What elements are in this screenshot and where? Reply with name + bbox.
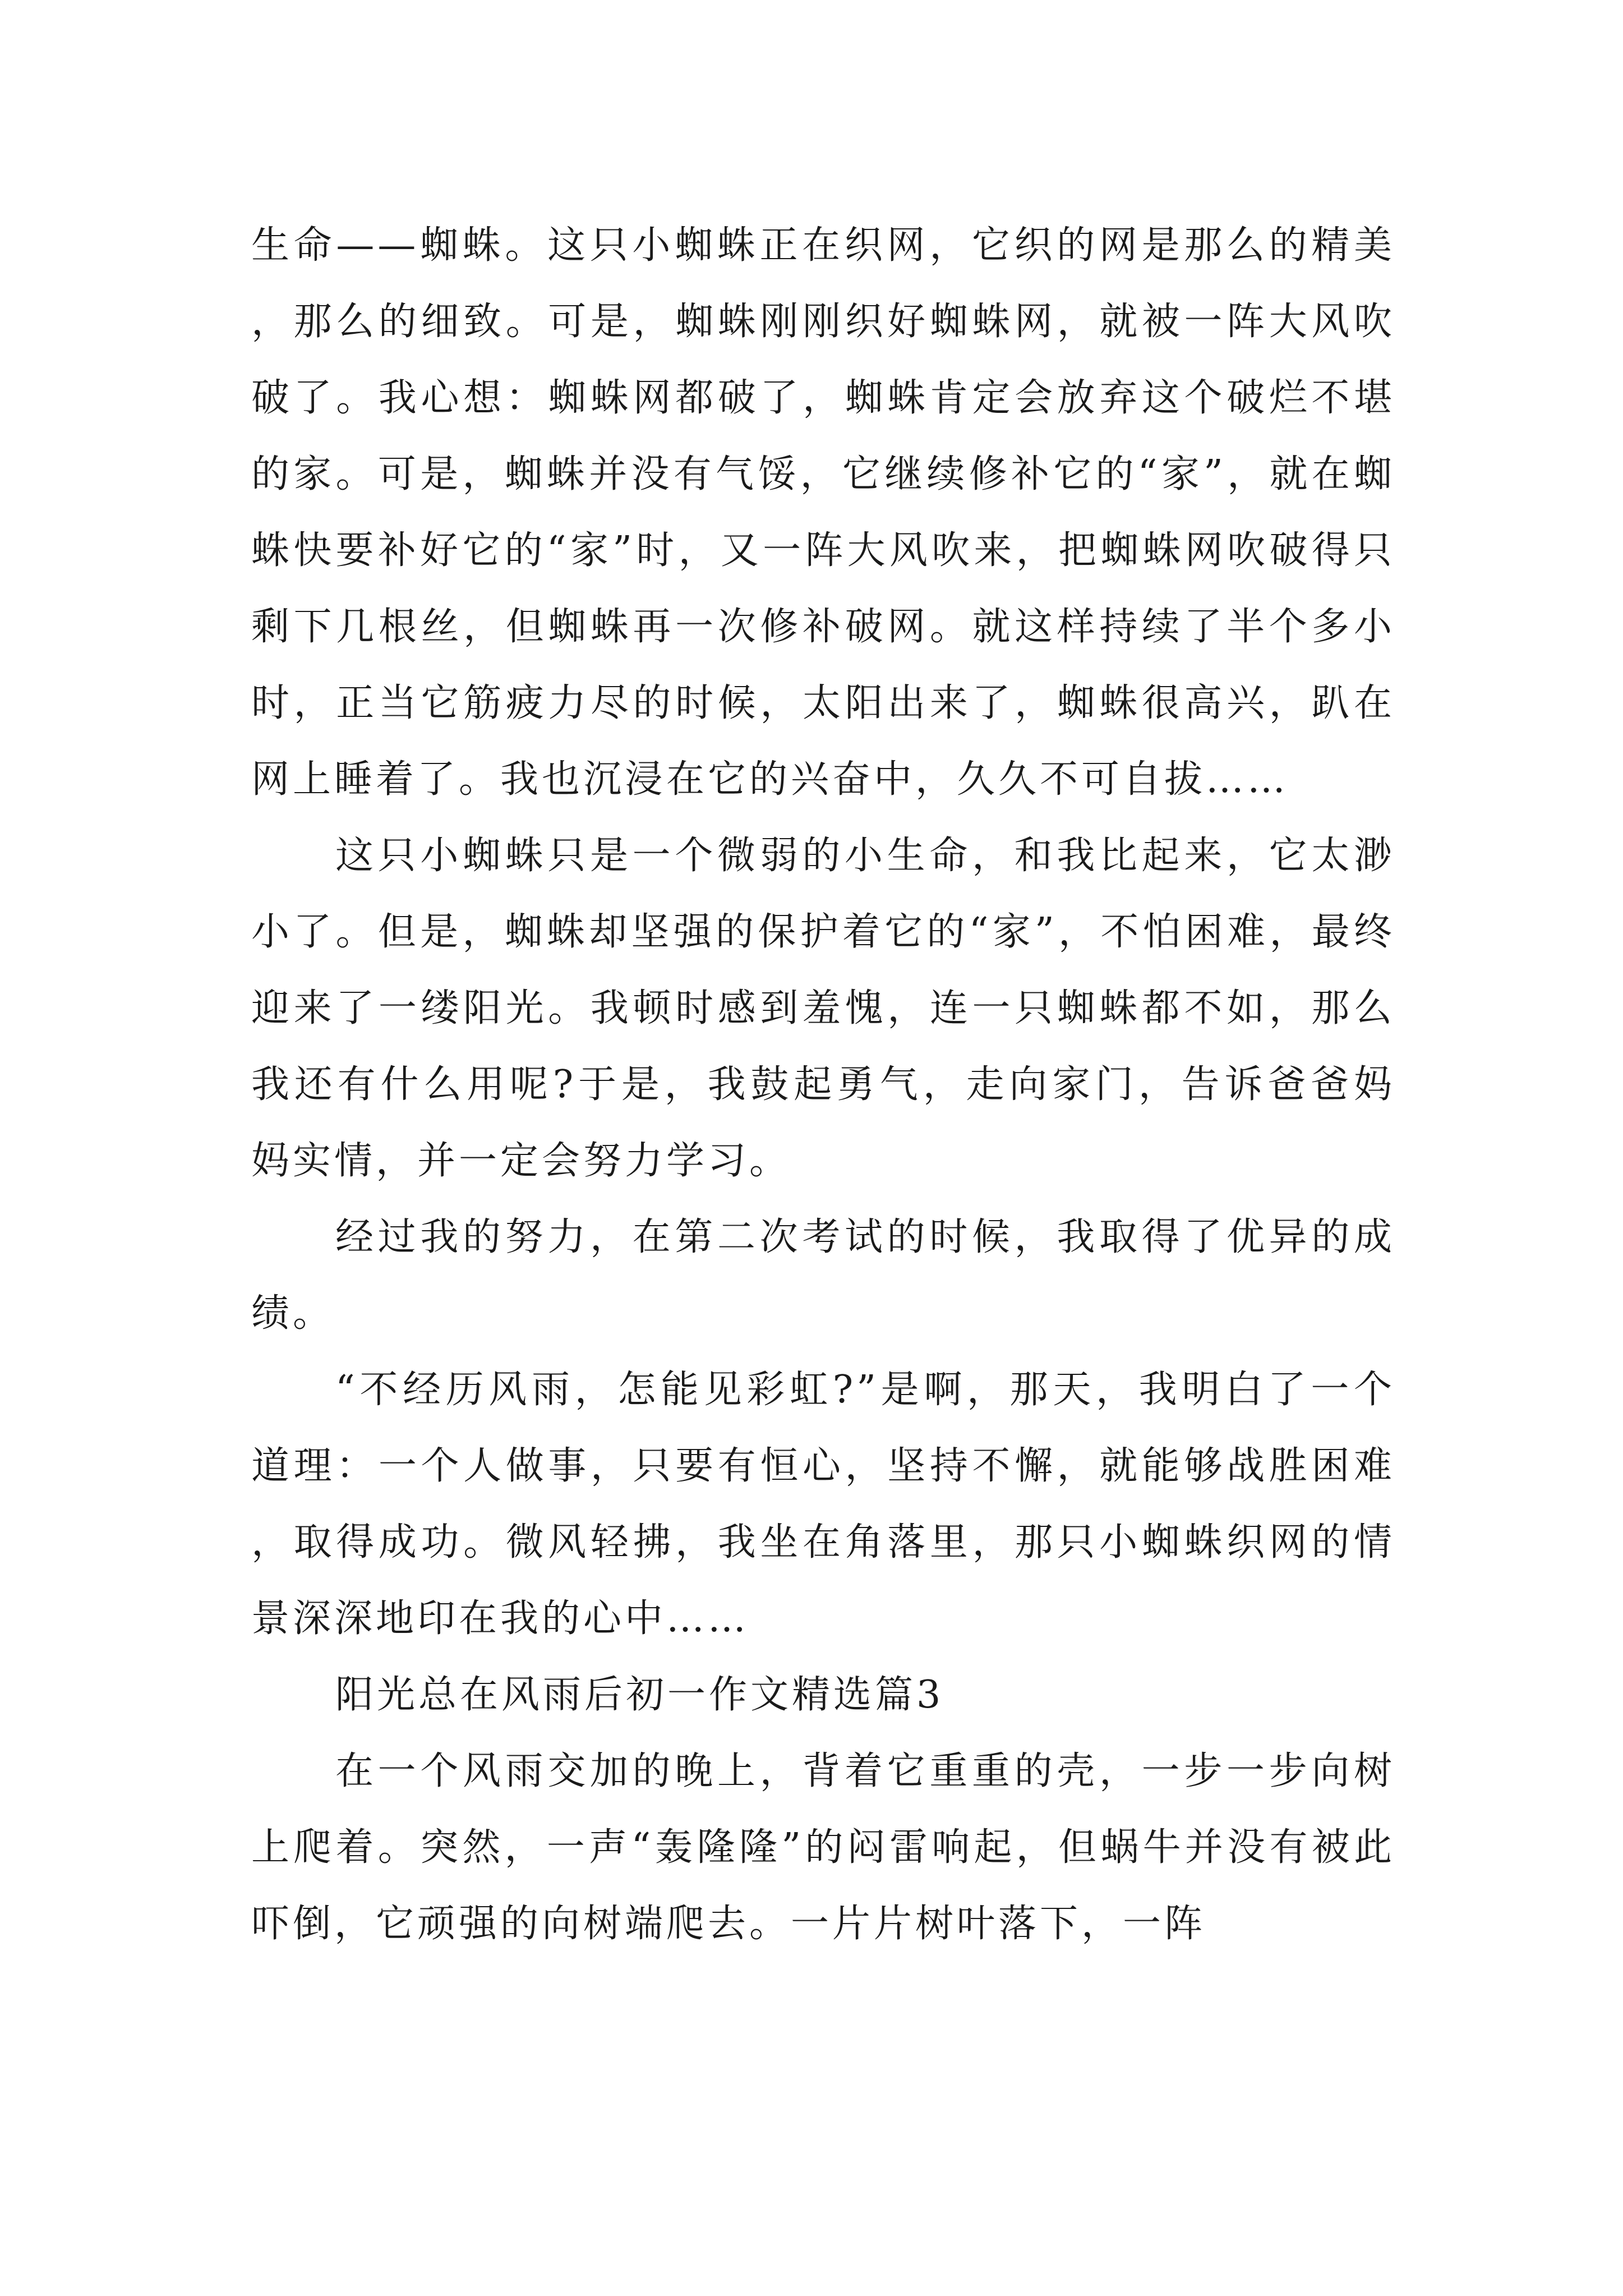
paragraph-exam-result: 经过我的努力，在第二次考试的时候，我取得了优异的成绩。 xyxy=(251,1215,1395,1336)
paragraph-rainbow-lesson: “不经历风雨，怎能见彩虹?”是啊，那天，我明白了一个道理：一个人做事，只要有恒心，坚持不懈，就能够战胜困难，取得成功。微风轻拂，我坐在角落里，那只小蜘蛛织网的情景深深地印在我的心中…… xyxy=(251,1368,1395,1641)
article-body xyxy=(251,208,1395,1962)
paragraph-spider-story: 生命——蜘蛛。这只小蜘蛛正在织网，它织的网是那么的精美，那么的细致。可是，蜘蛛刚刚织好蜘蛛网，就被一阵大风吹破了。我心想：蜘蛛网都破了，蜘蛛肯定会放弃这个破烂不堪的家。可是，蜘蛛并没有气馁，它继续修补它的“家”，就在蜘蛛快要补好它的“家”时，又一阵大风吹来，把蜘蛛网吹破得只剩下几根丝，但蜘蛛再一次修补破网。就这样持续了半个多小时，正当它筋疲力尽的时候，太阳出来了，蜘蛛很高兴，趴在网上睡着了。我也沉浸在它的兴奋中，久久不可自拔…… xyxy=(251,223,1395,802)
paragraph-reflection: 这只小蜘蛛只是一个微弱的小生命，和我比起来，它太渺小了。但是，蜘蛛却坚强的保护着它的“家”，不怕困难，最终迎来了一缕阳光。我顿时感到羞愧，连一只蜘蛛都不如，那么我还有什么用呢?于是，我鼓起勇气，走向家门，告诉爸爸妈妈实情，并一定会努力学习。 xyxy=(251,834,1395,1183)
paragraph-snail-story: 在一个风雨交加的晚上，背着它重重的壳，一步一步向树上爬着。突然，一声“轰隆隆”的闷雷响起，但蜗牛并没有被此吓倒，它顽强的向树端爬去。一片片树叶落下，一阵 xyxy=(251,1749,1395,1946)
section-heading: 阳光总在风雨后初一作文精选篇3 xyxy=(335,1673,944,1717)
